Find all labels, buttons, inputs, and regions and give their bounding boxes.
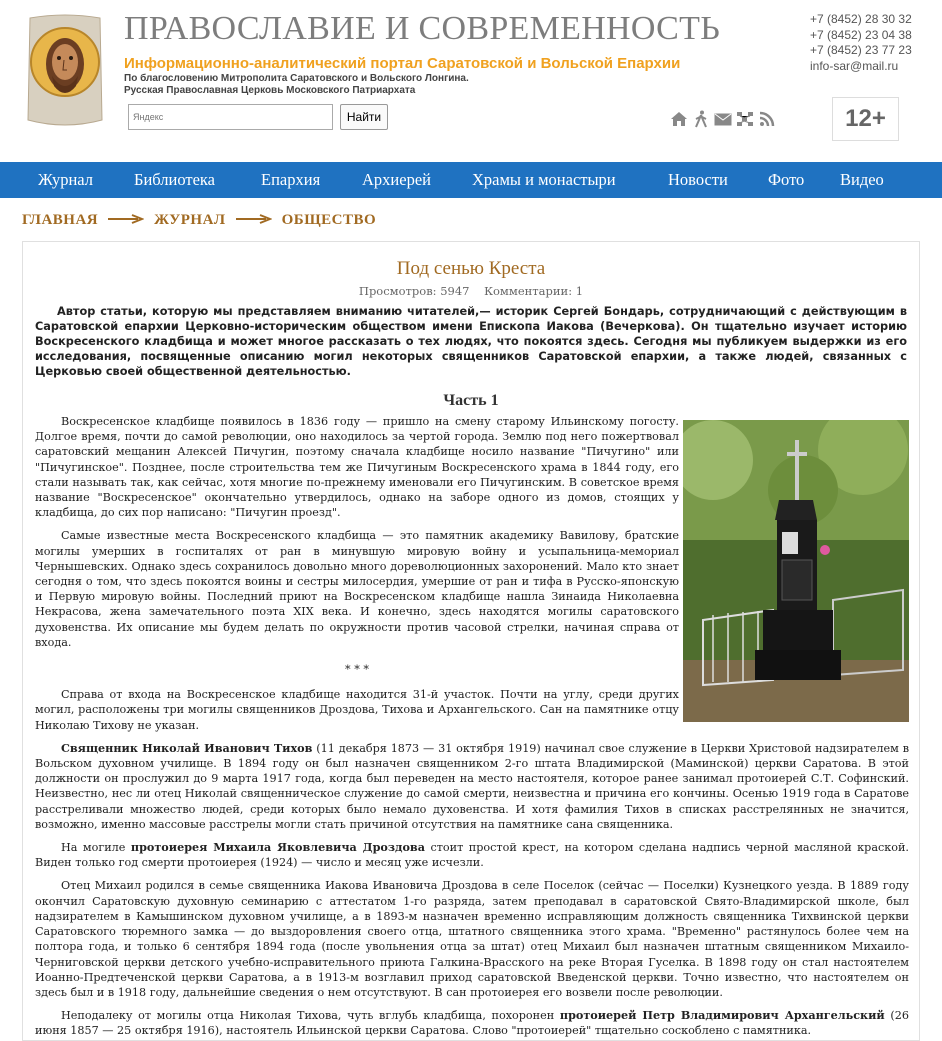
paragraph-text: (26 июня 1857 — 25 октября 1916), настоятель Ильинской церкви Саратова. Слово "протоиерей" тщательно соскоблено с памятника.	[35, 1009, 909, 1038]
part-heading: Часть 1	[443, 392, 499, 409]
age-rating-badge: 12+	[832, 97, 899, 141]
walker-icon[interactable]	[692, 110, 710, 128]
breadcrumb	[22, 212, 376, 229]
comments-count[interactable]: 1	[575, 284, 584, 298]
paragraph	[35, 1008, 909, 1038]
views-label: Просмотров:	[358, 284, 437, 298]
person-name: протоиерей Петр Владимирович Архангельский	[559, 1008, 885, 1023]
search-button[interactable]: Найти	[340, 104, 388, 130]
breadcrumb-journal[interactable]: ЖУРНАЛ	[154, 212, 226, 228]
nav-item-churches[interactable]: Храмы и монастыри	[472, 170, 616, 189]
article-meta	[23, 284, 919, 298]
site-subtitle: Информационно-аналитический портал Саратовской и Вольской Епархии	[124, 55, 681, 72]
phone: +7 (8452) 23 04 38	[810, 27, 912, 42]
rss-icon[interactable]	[758, 110, 776, 128]
nav-item-photo[interactable]: Фото	[768, 170, 805, 189]
article	[22, 241, 920, 1041]
paragraph	[35, 840, 909, 870]
main-nav	[0, 162, 942, 198]
paragraph-text: На могиле	[61, 841, 131, 855]
nav-item-eparchy[interactable]: Епархия	[261, 170, 321, 189]
arrow-right-icon	[108, 212, 144, 229]
article-body	[35, 414, 909, 1041]
article-lead: Автор статьи, которую мы представляем вниманию читателей,— историк Сергей Бондарь, сотрудничающий с действующим в Саратовской епархии Церковно-историческим обществом имени Епископа Иакова (Вечеркова). Он тщательно изучает историю Воскресенского кладбища и может многое рассказать о тех людях, что покоятся здесь. Сегодня мы публикуем выдержки из его исследования, посвященные описанию могил некоторых священников Саратовской епархии, а также людей, связанных с Церковью своей общественной деятельностью.	[35, 305, 907, 378]
arrow-right-icon	[236, 212, 272, 229]
person-name: протоиерея Михаила Яковлевича Дроздова	[130, 840, 425, 855]
breadcrumb-society[interactable]: ОБЩЕСТВО	[281, 212, 377, 228]
article-title: Под сенью Креста	[396, 258, 546, 279]
nav-item-bishop[interactable]: Архиерей	[362, 170, 431, 189]
site-logo[interactable]	[22, 12, 108, 130]
paragraph: Самые известные места Воскресенского кладбища — это памятник академику Вавилову, братские могилы умерших в госпиталях от ран в минувшую мировую войну и усыпальница-мемориал Чернышевских. Однако здесь сохранилось довольно много дореволюционных захоронений. Мало кто знает сегодня о том, что здесь покоятся воины и сестры милосердия, умершие от ран и тифа в Русско-японскую и Первую мировую войны. Последний приют на Воскресенском кладбище нашла Зинаида Николаевна Некрасова, жена замечательного поэта XIX века. И конечно, здесь находятся могилы саратовского духовенства. Их описание мы будем делать по окружности против часовой стрелки, начиная справа от входа.	[35, 529, 679, 649]
separator: * * *	[345, 663, 369, 677]
comments-label[interactable]: Комментарии:	[484, 284, 573, 298]
paragraph: Отец Михаил родился в семье священника Иакова Ивановича Дроздова в селе Поселок (сейчас — Поселки) Кузнецкого уезда. В 1889 году окончил Саратовскую духовную семинарию с аттестатом 1-го разряда, затем преподавал в саратовской Свято-Владимирской школе, был надзирателем в Камышинском духовном училище, а в 1893-м назначен временно исправляющим должность священника Тихвинской церкви Саратовского тюремного замка — до выздоровления своего отца, штатного священника этого храма. "Временно" растянулось более чем на полтора года, и только 6 сентября 1894 года (после увольнения отца за штат) отец Михаил был назначен штатным священником Михаило-Черниговской церкви детского учебно-исправительного приюта Галкина-Врасского на реке Вторая Гуселка. В 1898 году он стал настоятелем Иоанно-Предтеченской церкви Саратова, а в 1913-м возглавил приход саратовской Введенской церкви. Точно известно, что настоятелем он здесь был и в 1918 году, дальнейшие сведения о нем отсутствуют. В сан протоиерея его возвели после революции.	[35, 879, 909, 999]
person-name: Священник Николай Иванович Тихов	[61, 740, 313, 755]
paragraph: Справа от входа на Воскресенское кладбище находится 31-й участок. Почти на углу, среди других могил, расположены три могилы священников Дроздова, Тихова и Архангельского. Сан на памятнике отцу Николаю Тихову не указан.	[35, 688, 679, 732]
search-input[interactable]	[128, 104, 333, 130]
paragraph-text: Неподалеку от могилы отца Николая Тихова, чуть вглубь кладбища, похоронен	[61, 1009, 560, 1023]
grave-photo[interactable]	[683, 420, 909, 722]
nav-item-video[interactable]: Видео	[840, 170, 884, 189]
breadcrumb-home[interactable]: ГЛАВНАЯ	[22, 212, 99, 228]
nav-item-library[interactable]: Библиотека	[134, 170, 216, 189]
paragraph-text: (11 декабря 1873 — 31 октября 1919) начинал свое служение в Церкви Христовой надзирателем в Вольском духовном училище. В 1894 году он был назначен священником 2-го штата Владимирской (Маминской) церкви Саратова. В этой должности он прослужил до 9 марта 1917 года, когда был переведен на место настоятеля, которое ранее занимал протоиерей С.Т. Софинский. Неизвестно, нес ли отец Николай священническое служение до самой смерти, неизвестна и причина его кончины. Осенью 1919 года в Саратове расстреливали множество людей, среди которых было немало духовенства. И хотя фамилия Тихов в списках расстрелянных не значится, возможно, именно массовые расстрелы могли стать причиной отсутствия на памятнике сана священника.	[35, 741, 909, 831]
paragraph-text: стоит простой крест, на котором сделана надпись черной масляной краской. Виден только год смерти протоиерея (1924) — число и месяц уже исчезли.	[35, 841, 909, 870]
nav-item-journal[interactable]: Журнал	[38, 170, 94, 189]
paragraph	[35, 741, 909, 832]
phone: +7 (8452) 28 30 32	[810, 12, 912, 26]
home-icon[interactable]	[670, 110, 688, 128]
nav-item-news[interactable]: Новости	[668, 170, 728, 189]
blessing-line: Русская Православная Церковь Московского Патриархата	[124, 85, 416, 96]
blessing-text	[124, 73, 469, 97]
sitemap-icon[interactable]	[736, 110, 754, 128]
site-header	[0, 0, 942, 162]
paragraph: Воскресенское кладбище появилось в 1836 году — пришло на смену старому Ильинскому погосту. Долгое время, почти до самой революции, оно находилось за чертой города. Землю под него пожертвовал саратовский мещанин Алексей Пичугин, поэтому сначала кладбище носило название "Пичугино" или "Пичугинское". Позднее, после строительства тем же Пичугиным Воскресенского храма в 1844 году, его стали называть так, как сейчас, хотя многие по-прежнему именовали его Пичугинским. В советское время название "Воскресенское" окончательно утвердилось, однако на заборе одного из домов, стоящих у кладбища, до сих пор написано: "Пичугин проезд".	[35, 415, 679, 520]
header-icons	[670, 110, 776, 128]
site-title[interactable]: ПРАВОСЛАВИЕ И СОВРЕМЕННОСТЬ	[124, 10, 721, 47]
contacts-block	[810, 12, 912, 74]
email-link[interactable]: info-sar@mail.ru	[810, 58, 899, 73]
phone: +7 (8452) 23 77 23	[810, 43, 912, 57]
views-count: 5947	[440, 284, 470, 298]
mail-icon[interactable]	[714, 110, 732, 128]
blessing-line: По благословению Митрополита Саратовского и Вольского Лонгина.	[124, 73, 469, 84]
